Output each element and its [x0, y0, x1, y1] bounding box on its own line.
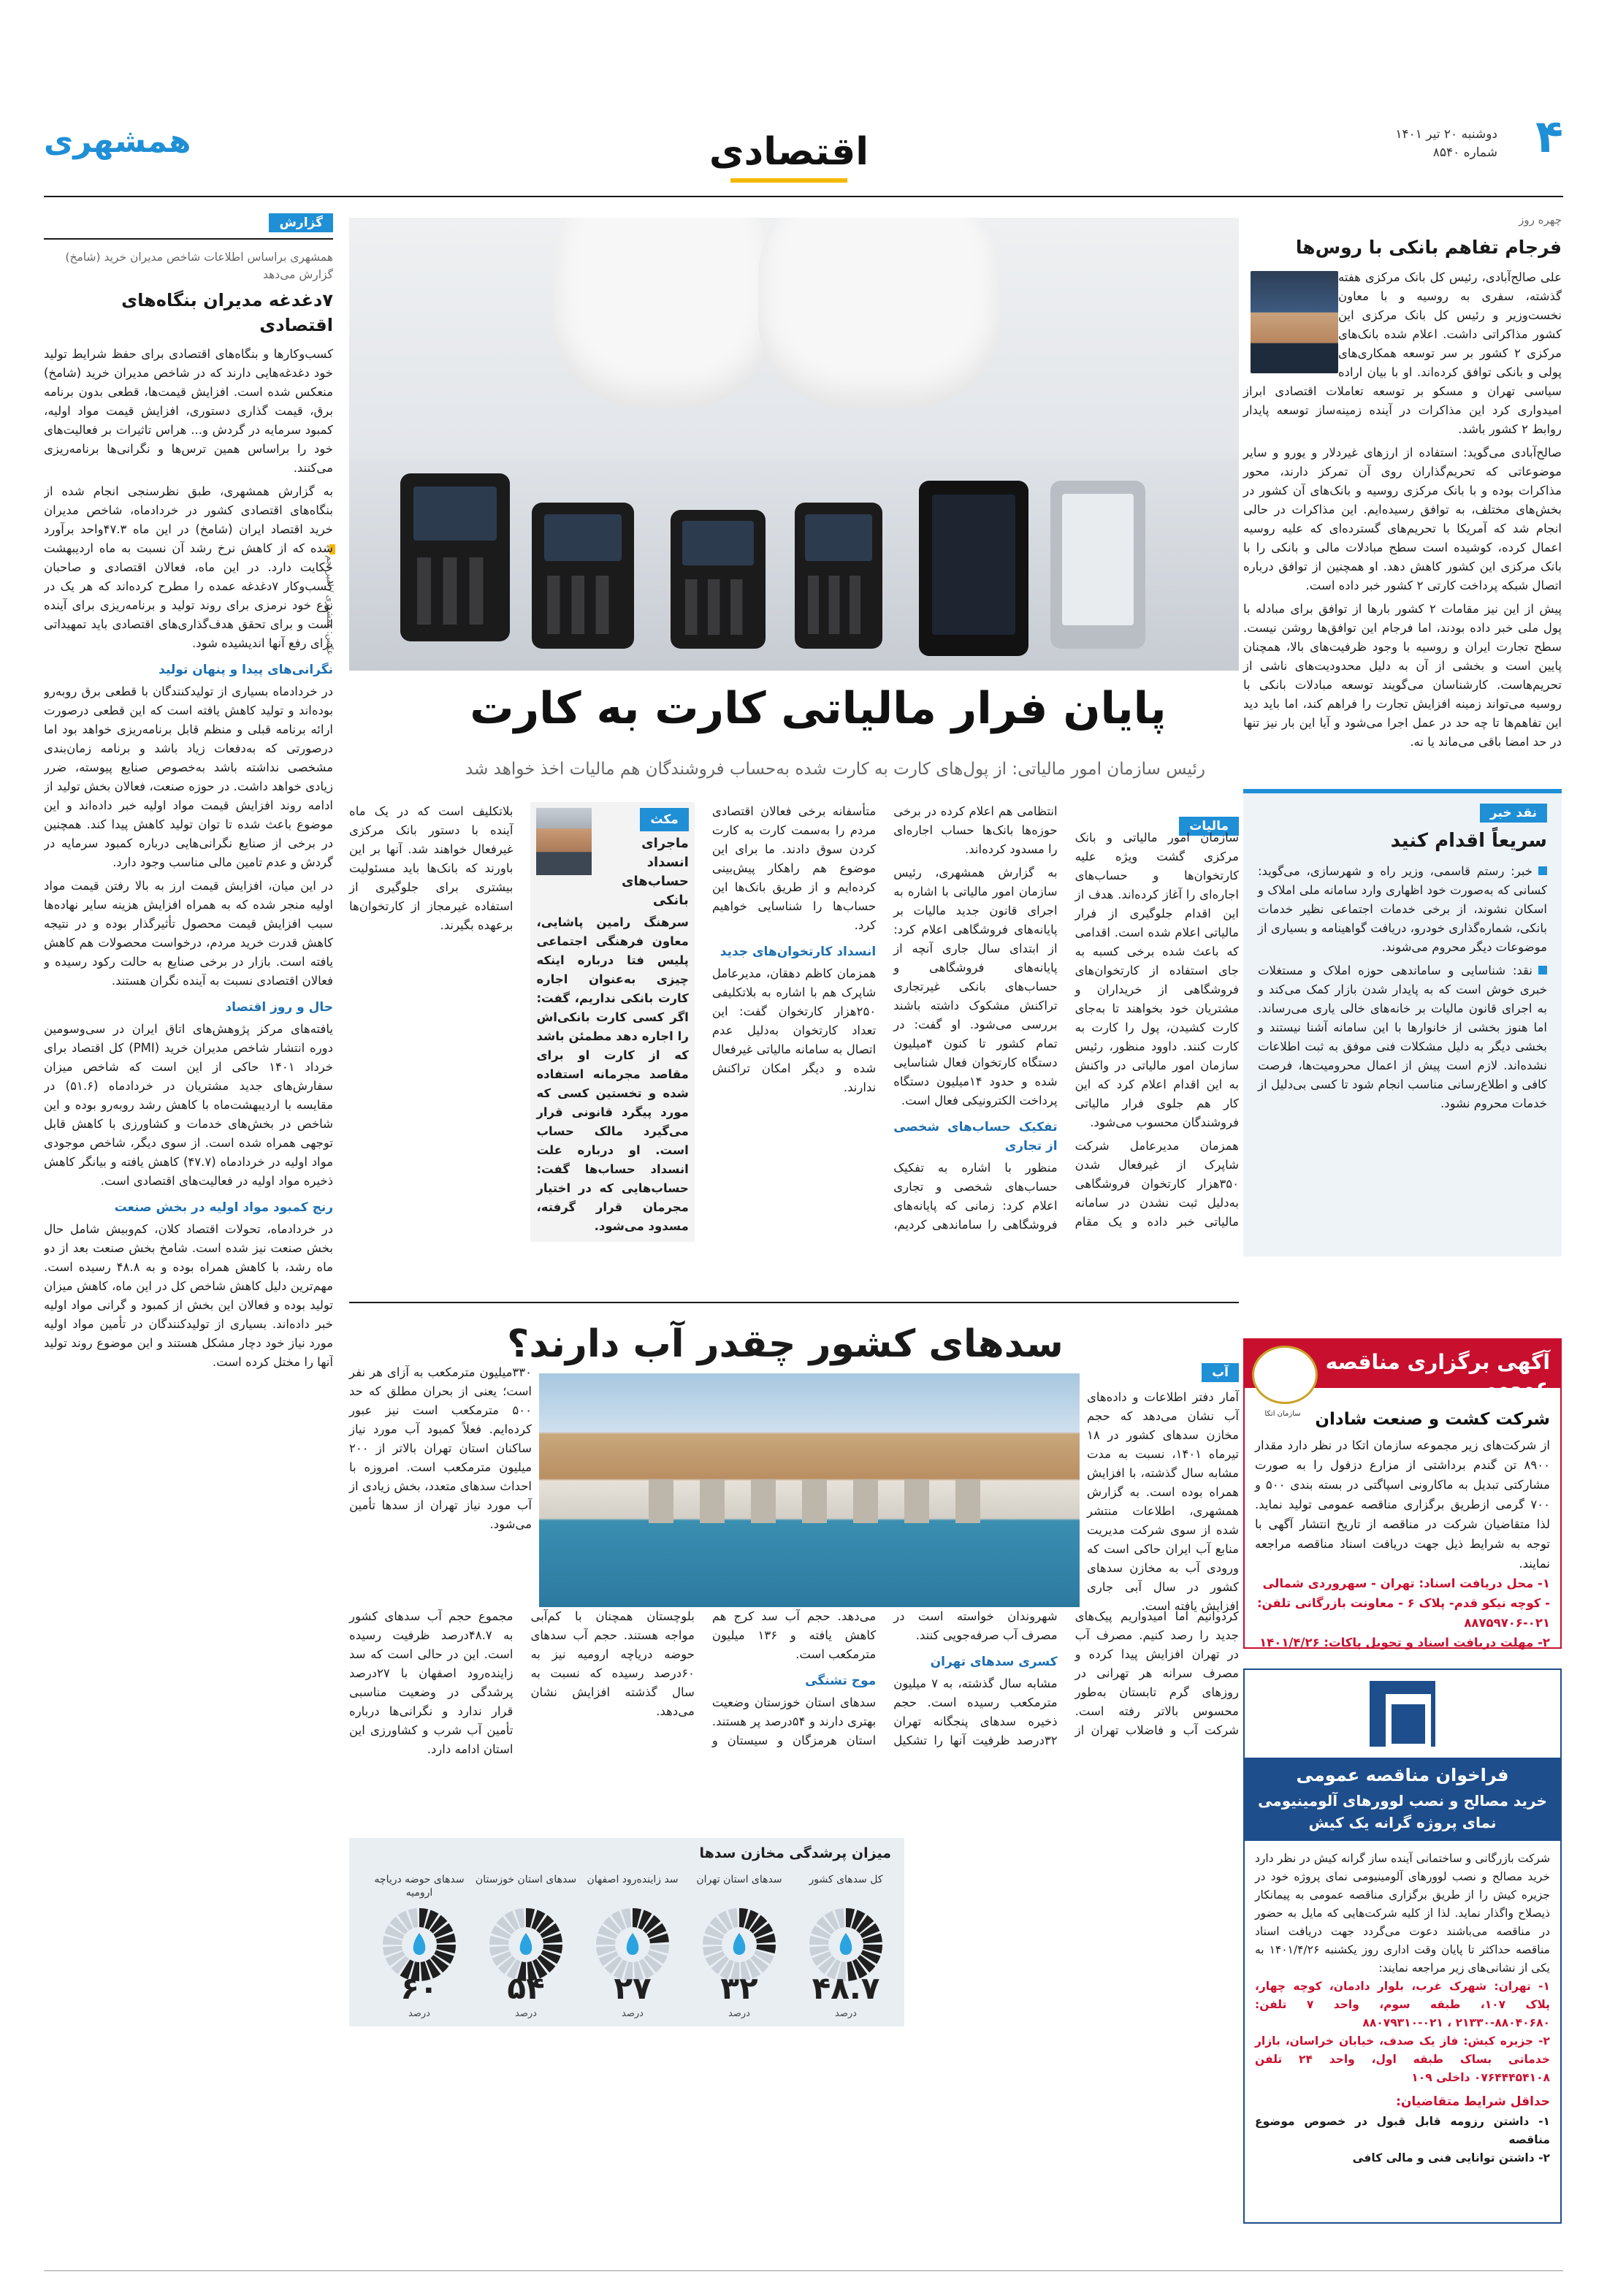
gauge-unit: درصد	[728, 2008, 750, 2019]
etka-logo-icon	[1252, 1346, 1318, 1418]
dam-fill-chart	[349, 1838, 904, 2026]
person-photo	[1251, 271, 1338, 373]
photo-credit: عکس: همشهری / امیر نجم	[325, 555, 335, 656]
masthead-logo: همشهری	[44, 123, 191, 160]
footer-rule	[44, 2270, 1563, 2271]
main-article-body	[349, 802, 1239, 1299]
ad-title: فراخوان مناقصه عمومی	[1296, 1765, 1509, 1785]
subheading: نگرانی‌های پیدا و پنهان تولید	[159, 663, 333, 677]
gauge-unit: درصد	[835, 2008, 857, 2019]
news-critique-tag: نقد خبر	[1480, 804, 1547, 823]
paragraph: مشابه سال گذشته، به ۷ میلیون مترمکعب رسیده است. حجم ذخیره سدهای پنجگانه تهران ۳۲درصد ظرفیت آنها را تشکیل می‌دهد. حجم آب سد کرج هم کاهش یافته و ۱۳۶ میلیون مترمکعب است.	[711, 1609, 1058, 1747]
paragraph: ۳۳۰میلیون مترمکعب به آزای هر نفر است؛ یعنی از بحران مطلق که حد ۵۰۰ مترمکعب است نیز عبور کرده‌ایم. فعلاً کمبود آب مورد نیاز ساکنان استان تهران بالاتر از ۲۰۰ میلیون مترمکعب است. امروزه با احداث سدهای متعدد، بخش زیادی از آب مورد نیاز تهران از سدها تأمین می‌شود.	[349, 1365, 532, 1531]
paragraph: همزمان مدیرعامل شرکت شاپرک از غیرفعال شدن ۳۵۰هزار کارتخوان فروشگاهی به‌دلیل ثبت نشدن در سامانه مالیاتی خبر داده و یک مقام انتظامی هم اعلام کرده در برخی حوزه‌ها بانک‌ها حساب اجاره‌ای را مسدود کرده‌اند.	[893, 804, 1239, 1229]
chart-title: میزان پرشدگی مخازن سدها	[699, 1845, 891, 1861]
gauge-value: ۲۷	[614, 1970, 652, 2006]
tender-ad-kish	[1243, 1668, 1562, 2224]
paragraph: کسب‌وکارها و بنگاه‌های اقتصادی برای حفظ شرایط تولید خود دغدغه‌هایی دارند که در شاخص مدیران خرید (شامخ) منعکس شده است. افزایش قیمت‌ها، قطعی بدون برنامه برق، قیمت گذاری دستوری، افزایش قیمت مواد اولیه، کمبود سرمایه در گردش و... هراس تاثیرات بر فعالیت‌های خود را براساس همین ترس‌ها و نگرانی‌ها برنامه‌ریزی می‌کنند.	[44, 347, 333, 475]
gauge-item	[581, 1873, 684, 2019]
sidebar-box	[530, 802, 694, 1242]
paragraph: پیش از این نیز مقامات ۲ کشور بارها از توافق برای مبادله با پول ملی خبر داده بودند، اما فرجام این توافق‌ها روشن نیست. سطح تجارت ایران و روسیه با وجود ظرفیت‌های بالا، همچنان پایین است و بخشی از آن به دلیل محدودیت‌های ناشی از تحریم‌هاست. کارشناسان می‌گویند توسعه مبادلات بانکی با روسیه می‌تواند زمینه افزایش تجارت را فراهم کند، اما باید دید این تفاهم‌ها تا چه حد در عمل اجرا می‌شود و آیا این بار نیز تنها در حد امضا باقی می‌ماند یا نه.	[1243, 602, 1562, 749]
section-underline	[730, 178, 847, 183]
paragraph: آمار دفتر اطلاعات و داده‌های آب نشان می‌دهد که حجم مخازن سدهای کشور در ۱۸ تیرماه ۱۴۰۱، نسبت به مدت مشابه سال گذشته، با افزایش همراه بوده است. به گزارش همشهری، اطلاعات منتشر شده از سوی شرکت مدیریت منابع آب ایران حاکی است که ورودی آب به مخازن سدهای کشور در سال آبی جاری افزایش یافته است.	[1087, 1390, 1239, 1613]
main-headline: پایان فرار مالیاتی کارت به کارت	[470, 683, 1167, 734]
cushion-shape	[758, 218, 999, 408]
person-of-day-headline: فرجام تفاهم بانکی با روس‌ها	[1295, 237, 1562, 258]
person-of-day-tag: چهره روز	[1519, 213, 1562, 226]
gauge-item	[795, 1873, 897, 2019]
bullet-square-icon	[1538, 966, 1547, 975]
ad-line-deadline: ۲- مهلت دریافت اسناد و تحویل پاکات: ۱۴۰۱/۴/۲۶	[1259, 1636, 1550, 1649]
ad-address-kish: ۲- جزیره کیش: فاز یک صدف، خیابان خراسان، بازار خدماتی بساک طبقه اول، واحد ۲۴ تلفن ۰۷۶۴۴۴۵۴۱۰۸ داخلی ۱۰۹	[1255, 2034, 1550, 2084]
smart-pos-device	[1050, 481, 1145, 649]
gauge-unit: درصد	[515, 2008, 537, 2019]
report-lede: همشهری براساس اطلاعات شاخص مدیران خرید (شامخ) گزارش می‌دهد	[65, 251, 333, 281]
paragraph: در خردادماه، تحولات اقتصاد کلان، کم‌وبیش شامل حال بخش صنعت نیز شده است. شامخ بخش صنعت بعد از دو ماه رشد، با کاهش همراه بوده و به ۴۸.۸ رسیده است. مهم‌ترین دلیل کاهش شاخص کل در این ماه، کاهش میزان تولید بوده و فعالان این بخش از کمبود و گرانی مواد اولیه خبر داده‌اند. بسیاری از تولیدکنندگان در تأمین مواد اولیه مورد نیاز خود دچار مشکل هستند و این موضوع روند تولید آنها را مختل کرده است.	[44, 1222, 333, 1369]
report-tag: گزارش	[269, 213, 333, 232]
sidebar-tag: مکث	[640, 808, 688, 831]
gauge-label: سدهای حوضه دریاچه ارومیه	[374, 1874, 465, 1899]
bullet-square-icon	[1538, 866, 1547, 875]
paragraph: کردوانیم اما امیدواریم پیک‌های جدید را رصد کنیم. مصرف آب در تهران افزایش پیدا کرده و مصرف سرانه هر تهرانی در روزهای گرم تابستان به‌طور محسوس بالاتر رفته است. شرکت آب و فاضلاب تهران از شهروندان خواسته است در مصرف آب صرفه‌جویی کنند.	[893, 1609, 1239, 1737]
ad-title: آگهی برگزاری مناقصه عمومی	[1325, 1350, 1550, 1398]
smart-pos-device	[919, 481, 1028, 656]
gauge-value: ۶۰	[400, 1970, 438, 2006]
pos-device	[532, 503, 634, 649]
ad-logo	[1245, 1670, 1560, 1758]
gauge-value: ۳۲	[720, 1970, 758, 2006]
news-critique-body	[1258, 862, 1547, 1113]
paragraph: یافته‌های مرکز پژوهش‌های اتاق ایران در سی‌وسومین دوره انتشار شاخص مدیران خرید (PMI) کل اقتصاد برای خرداد ۱۴۰۱ حاکی از این است که شاخص میزان سفارش‌های جدید مشتریان در خردادماه (۵۱.۶) در مقایسه با اردیبهشت‌ماه با کاهش رشد روبه‌رو بوده و این شاخص در بخش‌های خدمات و کشاورزی با کاهش قابل توجهی همراه شده است. از سوی دیگر، شاخص موجودی مواد اولیه در خردادماه (۴۷.۷) کاهش یافته و بیانگر کاهش ذخیره مواد اولیه در فعالیت‌های اقتصادی است.	[44, 1022, 333, 1188]
ad-description: از شرکت‌های زیر مجموعه سازمان اتکا در نظر دارد مقدار ۸۹۰۰ تن گندم برداشتی از مزارع دزفول را به صورت مشارکتی تبدیل به ماکارونی اسپاگتی در بسته بندی ۵۰۰ و ۷۰۰ گرمی ازطریق برگزاری مناقصه عمومی تولید نماید. لذا متقاضیان شرکت در مناقصه از تاریخ انتشار آگهی با توجه به شرایط ذیل جهت دریافت اسناد مناقصه مراجعه نمایند.	[1255, 1438, 1550, 1571]
section-divider	[349, 1302, 1239, 1303]
water-headline: سدهای کشور چقدر آب دارند؟	[507, 1322, 1064, 1366]
subheading: حال و روز اقتصاد	[225, 1000, 333, 1015]
gauge-value: ۴۸.۷	[812, 1970, 880, 2006]
logo-caption: سازمان اتکا	[1264, 1410, 1301, 1418]
paragraph: بلاتکلیف است که در یک ماه آینده با دستور بانک مرکزی غیرفعال خواهند شد. آنها بر این باورند که بانک‌ها باید مسئولیت بیشتری برای جلوگیری از استفاده غیرمجاز از کارتخوان‌ها برعهده بگیرند.	[349, 804, 514, 932]
paragraph: به گزارش همشهری، رئیس سازمان امور مالیاتی با اشاره به اجرای قانون جدید مالیات بر پایانه‌های فروشگاهی اعلام کرد: از ابتدای سال جاری آنچه از پایانه‌های فروشگاهی و حساب‌های بانکی غیرتجاری تراکنش مشکوک داشته باشند بررسی می‌شود. او گفت: در تمام کشور تا کنون ۴میلیون دستگاه کارتخوان فعال شناسایی شده و حدود ۱۴میلیون دستگاه پرداخت الکترونیکی فعال است.	[893, 866, 1058, 1107]
ad-subtitle: خرید مصالح و نصب لوورهای آلومینیومی نمای پروژه گرانه یک کیش	[1258, 1792, 1547, 1831]
gauge-label: سدهای استان تهران	[696, 1874, 782, 1885]
water-intro	[1087, 1363, 1239, 1613]
cushion-shape	[554, 218, 773, 408]
sidebar-title: ماجرای انسداد حساب‌های بانکی	[621, 836, 689, 908]
page-number: ۴	[1535, 110, 1563, 163]
news-critique-box	[1243, 789, 1562, 1256]
gauge-item	[475, 1873, 577, 2019]
issue-number: شماره ۸۵۴۰	[1432, 145, 1497, 160]
pos-device	[671, 510, 766, 649]
left-column	[44, 213, 333, 2266]
section-title: اقتصادی	[709, 130, 869, 174]
paragraph: در خردادماه بسیاری از تولیدکنندگان با قطعی برق روبه‌رو بوده‌اند و تولید کاهش یافته است که این قطعی درصورت ارائه برنامه قبلی و منظم قابل برنامه‌ریزی خواهد بود اما درصورتی که به‌دفعات زیاد باشد و برنامه زمان‌بندی مشخصی نداشته باشد به‌خصوص صنایع پیوسته، ضرر زیادی خواهد داشت. در حوزه صنعت، فعالان بخش تولید از ادامه روند افزایش قیمت مواد اولیه خبر داده‌اند و این موضوع باعث شده تا توان تولید کاهش پیدا کند. همچنین در برخی از صنایع نگرانی‌هایی درباره کمبود سرمایه در گردش و عدم تامین مالی مناسب وجود دارد.	[44, 684, 333, 869]
water-article-body	[349, 1607, 1239, 1839]
gauge-unit: درصد	[408, 2008, 430, 2019]
subheading: موج تشنگی	[805, 1674, 877, 1688]
ad-body	[1245, 1388, 1560, 1652]
expert-photo	[536, 808, 592, 875]
report-headline: ۷دغدغه مدیران بنگاه‌های اقتصادی	[121, 290, 333, 335]
gauge-unit: درصد	[622, 2008, 644, 2019]
ad-line-address: ۱- محل دریافت اسناد: تهران - سهروردی شمالی - کوچه نیکو قدم- پلاک ۶ - معاونت بازرگانی تلفن: ۰۲۱-۸۸۷۵۹۷۰۶	[1256, 1576, 1550, 1630]
subheading: انسداد کارتخوان‌های جدید	[719, 945, 877, 959]
critique-item: نقد: شناسایی و ساماندهی حوزه املاک و مستغلات خبری خوش است که به پایدار شدن بازار کمک می‌کند و به اجرای قانون مالیات بر خانه‌های خالی یاری می‌رساند. اما هنوز بخشی از خانوارها با این سامانه آشنا نیستند و بخشی دیگر به دلیل مشکلات فنی موفق به ثبت اطلاعات نشده‌اند. لازم است پیش از اعمال محرومیت‌ها، فرصت کافی و اطلاع‌رسانی مناسب انجام شود تا کسی بی‌دلیل از خدمات محروم نشود.	[1258, 964, 1547, 1110]
paragraph: مجموع حجم آب سدهای کشور به ۴۸.۷درصد ظرفیت رسیده است. این در حالی است که سد زاینده‌رود اصفهان با ۲۷درصد پرشدگی در وضعیت مناسبی قرار ندارد و نگرانی‌ها درباره تأمین آب شرب و کشاورزی این استان ادامه دارد.	[349, 1609, 514, 1756]
ad-condition: ۱- داشتن رزومه قابل قبول در خصوص موضوع مناقصه	[1255, 2115, 1550, 2146]
issue-date	[1395, 126, 1497, 162]
water-left-text	[349, 1363, 532, 1607]
pos-terminals-photo	[349, 218, 1239, 671]
ad-address-tehran: ۱- تهران: شهرک غرب، بلوار دادمان، کوچه چهار، پلاک ۱۰۷، طبقه سوم، واحد ۷ تلفن: ۸۸۰۴۰۶۸۰-۲۱۳۳۰ ، ۰۲۱-۸۸۰۷۹۳۱۰	[1255, 1980, 1550, 2029]
ad-condition: ۲- داشتن توانایی فنی و مالی کافی	[1352, 2151, 1550, 2165]
report-body	[44, 345, 333, 1372]
gauge-label: سد زاینده‌رود اصفهان	[587, 1874, 679, 1885]
ad-header	[1245, 1758, 1560, 1841]
paragraph: صالح‌آبادی می‌گوید: استفاده از ارزهای غیردلار و یورو و سایر موضوعاتی که تحریم‌گذاران روی آن تمرکز دارند، محور مذاکرات بوده و با بانک مرکزی روسیه و بانک‌های آن کشور در بخش‌های مختلف، به توافق رسیده‌ایم. این مذاکرات در حالی انجام شد که آمریکا با تحریم‌های گسترده‌ای که علیه روسیه اعمال کرده، کوشیده است سطح مبادلات مالی و بانکی را با بانک مرکزی این کشور کاهش دهد. او همچنین از توافق درباره اتصال شبکه پرداخت کارتی ۲ کشور خبر داده است.	[1243, 446, 1562, 592]
right-column	[1243, 213, 1562, 756]
subheading: رنج کمبود مواد اولیه در بخش صنعت	[114, 1200, 333, 1215]
paragraph: سدهای استان خوزستان وضعیت بهتری دارند و ۵۴درصد پر هستند. استان هرمزگان و سیستان و بلوچستان همچنان با کم‌آبی مواجه هستند. حجم آب سدهای حوضه دریاچه ارومیه نیز به ۶۰درصد رسیده که نسبت به سال گذشته افزایش نشان می‌دهد.	[530, 1609, 877, 1747]
gauge-label: سدهای استان خوزستان	[475, 1874, 577, 1885]
paragraph: به گزارش همشهری، طبق نظرسنجی انجام شده از بنگاه‌های اقتصادی کشور در خردادماه، شاخص مدیران خرید اقتصاد ایران (شامخ) در این ماه ۴۷.۳واحد برآورد شده که از کاهش نرخ رشد آن نسبت به ماه اردیبهشت حکایت دارد. در این ماه، فعالان اقتصادی و صاحبان کسب‌وکار ۷دغدغه عمده را مطرح کرده‌اند که هر یک در نوع خود نرمزی برای روند تولید و برنامه‌ریزی برای آینده است و برای تحقق هدف‌گذاری‌های اقتصادی باید تمهیداتی برای رفع آنها اندیشیده شود.	[44, 484, 333, 650]
paragraph: علی صالح‌آبادی، رئیس کل بانک مرکزی هفته گذشته، سفری به روسیه و با معاون نخست‌وزیر و رئیس کل بانک مرکزی این کشور مذاکراتی داشت. اعلام شده بانک‌های مرکزی ۲ کشور بر سر توسعه همکاری‌های پولی و بانکی توافق کرده‌اند. او با بیان اراده سیاسی تهران و مسکو بر توسعه تعاملات اقتصادی ابراز امیدواری کرد این مذاکرات در آینده زمینه‌ساز توسعه پایدار روابط ۲ کشور باشد.	[1243, 270, 1562, 436]
ad-conditions-title: حداقل شرایط متقاضیان:	[1396, 2094, 1550, 2109]
company-logo-icon	[1370, 1681, 1435, 1747]
report-tag-bar	[44, 213, 333, 240]
gauge-item	[368, 1873, 470, 2019]
date-text: دوشنبه ۲۰ تیر ۱۴۰۱	[1395, 127, 1497, 142]
subheading: کسری سدهای تهران	[930, 1655, 1058, 1669]
main-lede: رئیس سازمان امور مالیاتی: از پول‌های کارت به کارت شده به‌حساب فروشندگان هم مالیات اخذ خواهد شد	[465, 760, 1205, 779]
gauge-label: کل سدهای کشور	[809, 1874, 883, 1885]
header-rule	[44, 196, 1563, 197]
ad-description: شرکت بازرگانی و ساختمانی آینده ساز گرانه کیش در نظر دارد خرید مصالح و نصب لوورهای آلومینیومی نمای پروژه خود در جزیره کیش را از طریق برگزاری مناقصه عمومی به پیمانکار ذیصلاح واگذار نماید. لذا از کلیه شرکت‌هایی که مایل به حضور در مناقصه می‌باشند دعوت می‌گردد جهت دریافت اسناد مناقصه حداکثر تا پایان وقت اداری روز یکشنبه ۱۴۰۱/۴/۲۶ به یکی از نشانی‌های زیر مراجعه نمایند:	[1255, 1852, 1550, 1975]
pos-device	[400, 473, 510, 641]
news-item: خبر: رستم قاسمی، وزیر راه و شهرسازی، می‌گوید: کسانی که به‌صورت خود اظهاری وارد سامانه ملی املاک و اسکان نشوند، از برخی خدمات اجتماعی نظیر خدمات بانکی، شماره‌گذاری خودرو، دریافت گواهینامه و بسیاری از موضوعات دیگر محروم می‌شوند.	[1258, 864, 1547, 954]
tag-label: آب	[1202, 1363, 1239, 1382]
paragraph: منظور با اشاره به تفکیک حساب‌های شخصی و تجاری اعلام کرد: زمانی که پایانه‌های فروشگاهی را ساماندهی کردیم، متأسفانه برخی فعالان اقتصادی مردم را به‌سمت کارت به کارت کردن سوق دادند. ما برای این موضوع هم راهکار پیش‌بینی کرده‌ایم و از طریق بانک‌ها این حساب‌ها را شناسایی خواهیم کرد.	[711, 804, 1058, 1232]
subheading: تفکیک حساب‌های شخصی از تجاری	[893, 1120, 1058, 1153]
ad-body	[1245, 1841, 1560, 2176]
paragraph: سازمان امور مالیاتی و بانک مرکزی گشت ویژه علیه کارتخوان‌ها و حساب‌های اجاره‌ای را آغاز کرده‌اند. هدف از این اقدام جلوگیری از فرار مالیاتی اعلام شده است. اقدامی که باعث شده برخی کسبه به جای استفاده از کارتخوان‌های فروشگاهی از خریداران و مشتریان خود بخواهند تا به‌جای کارت کشیدن، پول را کارت به کارت کنند. داوود منظور، رئیس سازمان امور مالیاتی در واکنش به این اقدام اعلام کرد که این کار هم جلوی فرار مالیاتی فروشندگان محسوب می‌شود.	[1074, 831, 1239, 1129]
sidebar-text: سرهنگ رامین پاشایی، معاون فرهنگی اجتماعی پلیس فتا درباره اینکه چیزی به‌عنوان اجاره کارت بانکی نداریم، گفت: اگر کسی کارت بانکی‌اش را اجاره دهد مطمئن باشد که از کارت او برای مقاصد مجرمانه استفاده شده و تخستین کسی که مورد پیگرد قانونی قرار می‌گیرد مالک حساب است. او درباره علت انسداد حساب‌ها گفت: حساب‌هایی که در اختیار مجرمان قرار گرفته، مسدود می‌شود.	[536, 915, 689, 1233]
news-critique-title: سریعاً اقدام کنید	[1390, 830, 1547, 852]
tag-label: مالیات	[1179, 817, 1239, 836]
ad-company: شرکت کشت و صنعت شادان	[1315, 1410, 1550, 1429]
dam-photo	[539, 1373, 1080, 1607]
tender-ad-shadan	[1243, 1338, 1562, 1649]
paragraph: در این میان، افزایش قیمت ارز به بالا رفتن قیمت مواد اولیه منجر شده که به همراه افزایش هزینه سایر نهاده‌ها سبب افزایش قیمت محصول تأثیرگذار بوده و در نتیجه کاهش قدرت خرید مردم، درخواست محصولات هم کاهش یافته است. بازار در برخی صنایع به حالت رکود رسیده و فعالان اقتصادی نسبت به آینده نگران هستند.	[44, 879, 333, 988]
paragraph: همزمان کاظم دهقان، مدیرعامل شاپرک هم با اشاره به بلاتکلیفی ۲۵۰هزار کارتخوان گفت: این تعداد کارتخوان به‌دلیل عدم اتصال به سامانه مالیاتی غیرفعال شده و دیگر امکان تراکنش ندارند.	[711, 966, 877, 1094]
gauge-item	[688, 1873, 790, 2019]
pos-device	[795, 503, 882, 649]
gauge-value: ۵۴	[507, 1970, 545, 2006]
